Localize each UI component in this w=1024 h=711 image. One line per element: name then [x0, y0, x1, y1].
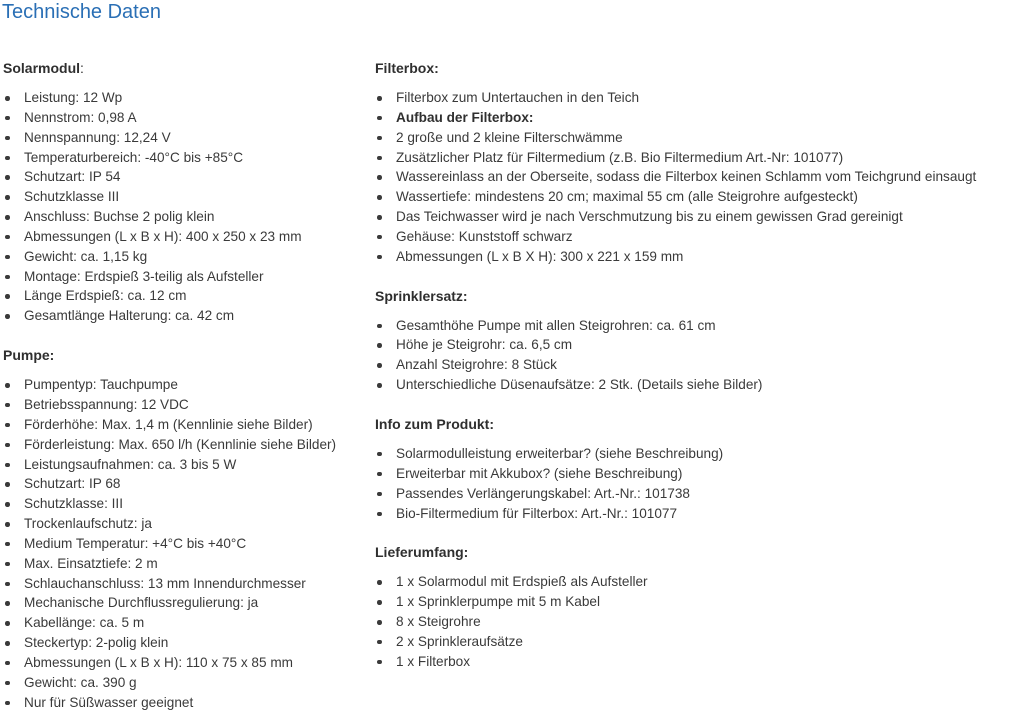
list-item: Das Teichwasser wird je nach Verschmutzung bis zu einem gewissen Grad gereinigt — [375, 207, 1024, 227]
list-item: 1 x Solarmodul mit Erdspieß als Aufsteller — [375, 572, 1024, 592]
solarmodul-list — [3, 88, 368, 326]
list-item: Steckertyp: 2-polig klein — [3, 633, 368, 653]
section-heading-solarmodul — [3, 58, 368, 78]
list-item: Schlauchanschluss: 13 mm Innendurchmesser — [3, 574, 368, 594]
section-heading-pumpe: Pumpe: — [3, 347, 55, 364]
list-item: Schutzklasse: III — [3, 494, 368, 514]
list-item: Betriebsspannung: 12 VDC — [3, 395, 368, 415]
list-item: Montage: Erdspieß 3-teilig als Aufsteller — [3, 267, 368, 287]
list-item: Passendes Verlängerungskabel: Art.-Nr.: 101738 — [375, 484, 1024, 504]
list-item: Gewicht: ca. 390 g — [3, 673, 368, 693]
section-heading-info: Info zum Produkt: — [375, 415, 494, 432]
info-list — [375, 444, 1024, 523]
list-item: Abmessungen (L x B x H): 400 x 250 x 23 mm — [3, 227, 368, 247]
lieferumfang-list — [375, 572, 1024, 671]
list-item: Schutzklasse III — [3, 187, 368, 207]
solarmodul-heading-colon: : — [80, 60, 84, 76]
left-column — [3, 58, 368, 711]
list-item: Trockenlaufschutz: ja — [3, 514, 368, 534]
list-item: 8 x Steigrohre — [375, 612, 1024, 632]
list-item: Gesamthöhe Pumpe mit allen Steigrohren: ca. 61 cm — [375, 316, 1024, 336]
list-item: Temperaturbereich: -40°C bis +85°C — [3, 148, 368, 168]
list-item: Höhe je Steigrohr: ca. 6,5 cm — [375, 335, 1024, 355]
list-item: Wassertiefe: mindestens 20 cm; maximal 55 cm (alle Steigrohre aufgesteckt) — [375, 187, 1024, 207]
section-heading-lieferumfang: Lieferumfang: — [375, 544, 469, 561]
list-item: Leistungsaufnahmen: ca. 3 bis 5 W — [3, 455, 368, 475]
sprinklersatz-list — [375, 316, 1024, 395]
list-item: Förderhöhe: Max. 1,4 m (Kennlinie siehe Bilder) — [3, 415, 368, 435]
page-title: Technische Daten — [2, 1, 161, 23]
section-heading-sprinklersatz: Sprinklersatz: — [375, 287, 468, 304]
solarmodul-heading-text: Solarmodul — [3, 60, 81, 76]
list-item: Pumpentyp: Tauchpumpe — [3, 375, 368, 395]
list-item: Leistung: 12 Wp — [3, 88, 368, 108]
list-item: Schutzart: IP 68 — [3, 474, 368, 494]
list-item: 1 x Sprinklerpumpe mit 5 m Kabel — [375, 592, 1024, 612]
section-heading-filterbox: Filterbox: — [375, 60, 439, 76]
pumpe-list — [3, 375, 368, 711]
list-item: Medium Temperatur: +4°C bis +40°C — [3, 534, 368, 554]
right-column — [375, 58, 1024, 672]
list-item: Gewicht: ca. 1,15 kg — [3, 247, 368, 267]
list-item: Max. Einsatztiefe: 2 m — [3, 554, 368, 574]
list-item: Länge Erdspieß: ca. 12 cm — [3, 286, 368, 306]
list-item-subheading: Aufbau der Filterbox: — [375, 108, 1024, 128]
list-item: Solarmodulleistung erweiterbar? (siehe Beschreibung) — [375, 444, 1024, 464]
list-item: Filterbox zum Untertauchen in den Teich — [375, 88, 1024, 108]
list-item: Abmessungen (L x B x H): 110 x 75 x 85 mm — [3, 653, 368, 673]
list-item: Zusätzlicher Platz für Filtermedium (z.B. Bio Filtermedium Art.-Nr: 101077) — [375, 148, 1024, 168]
list-item: 2 x Sprinkleraufsätze — [375, 632, 1024, 652]
list-item: Anzahl Steigrohre: 8 Stück — [375, 355, 1024, 375]
list-item: Gesamtlänge Halterung: ca. 42 cm — [3, 306, 368, 326]
list-item: Nennspannung: 12,24 V — [3, 128, 368, 148]
list-item: Wassereinlass an der Oberseite, sodass die Filterbox keinen Schlamm vom Teichgrund einsaugt — [375, 167, 1024, 187]
list-item: Anschluss: Buchse 2 polig klein — [3, 207, 368, 227]
list-item: Erweiterbar mit Akkubox? (siehe Beschreibung) — [375, 464, 1024, 484]
list-item: Kabellänge: ca. 5 m — [3, 613, 368, 633]
list-item: Gehäuse: Kunststoff schwarz — [375, 227, 1024, 247]
list-item: Förderleistung: Max. 650 l/h (Kennlinie siehe Bilder) — [3, 435, 368, 455]
list-item: Mechanische Durchflussregulierung: ja — [3, 593, 368, 613]
filterbox-list — [375, 88, 1024, 267]
list-item: Abmessungen (L x B X H): 300 x 221 x 159 mm — [375, 247, 1024, 267]
list-item: 1 x Filterbox — [375, 652, 1024, 672]
list-item: Bio-Filtermedium für Filterbox: Art.-Nr.: 101077 — [375, 504, 1024, 524]
list-item: Nur für Süßwasser geeignet — [3, 693, 368, 711]
list-item: 2 große und 2 kleine Filterschwämme — [375, 128, 1024, 148]
list-item: Schutzart: IP 54 — [3, 167, 368, 187]
list-item: Unterschiedliche Düsenaufsätze: 2 Stk. (Details siehe Bilder) — [375, 375, 1024, 395]
list-item: Nennstrom: 0,98 A — [3, 108, 368, 128]
